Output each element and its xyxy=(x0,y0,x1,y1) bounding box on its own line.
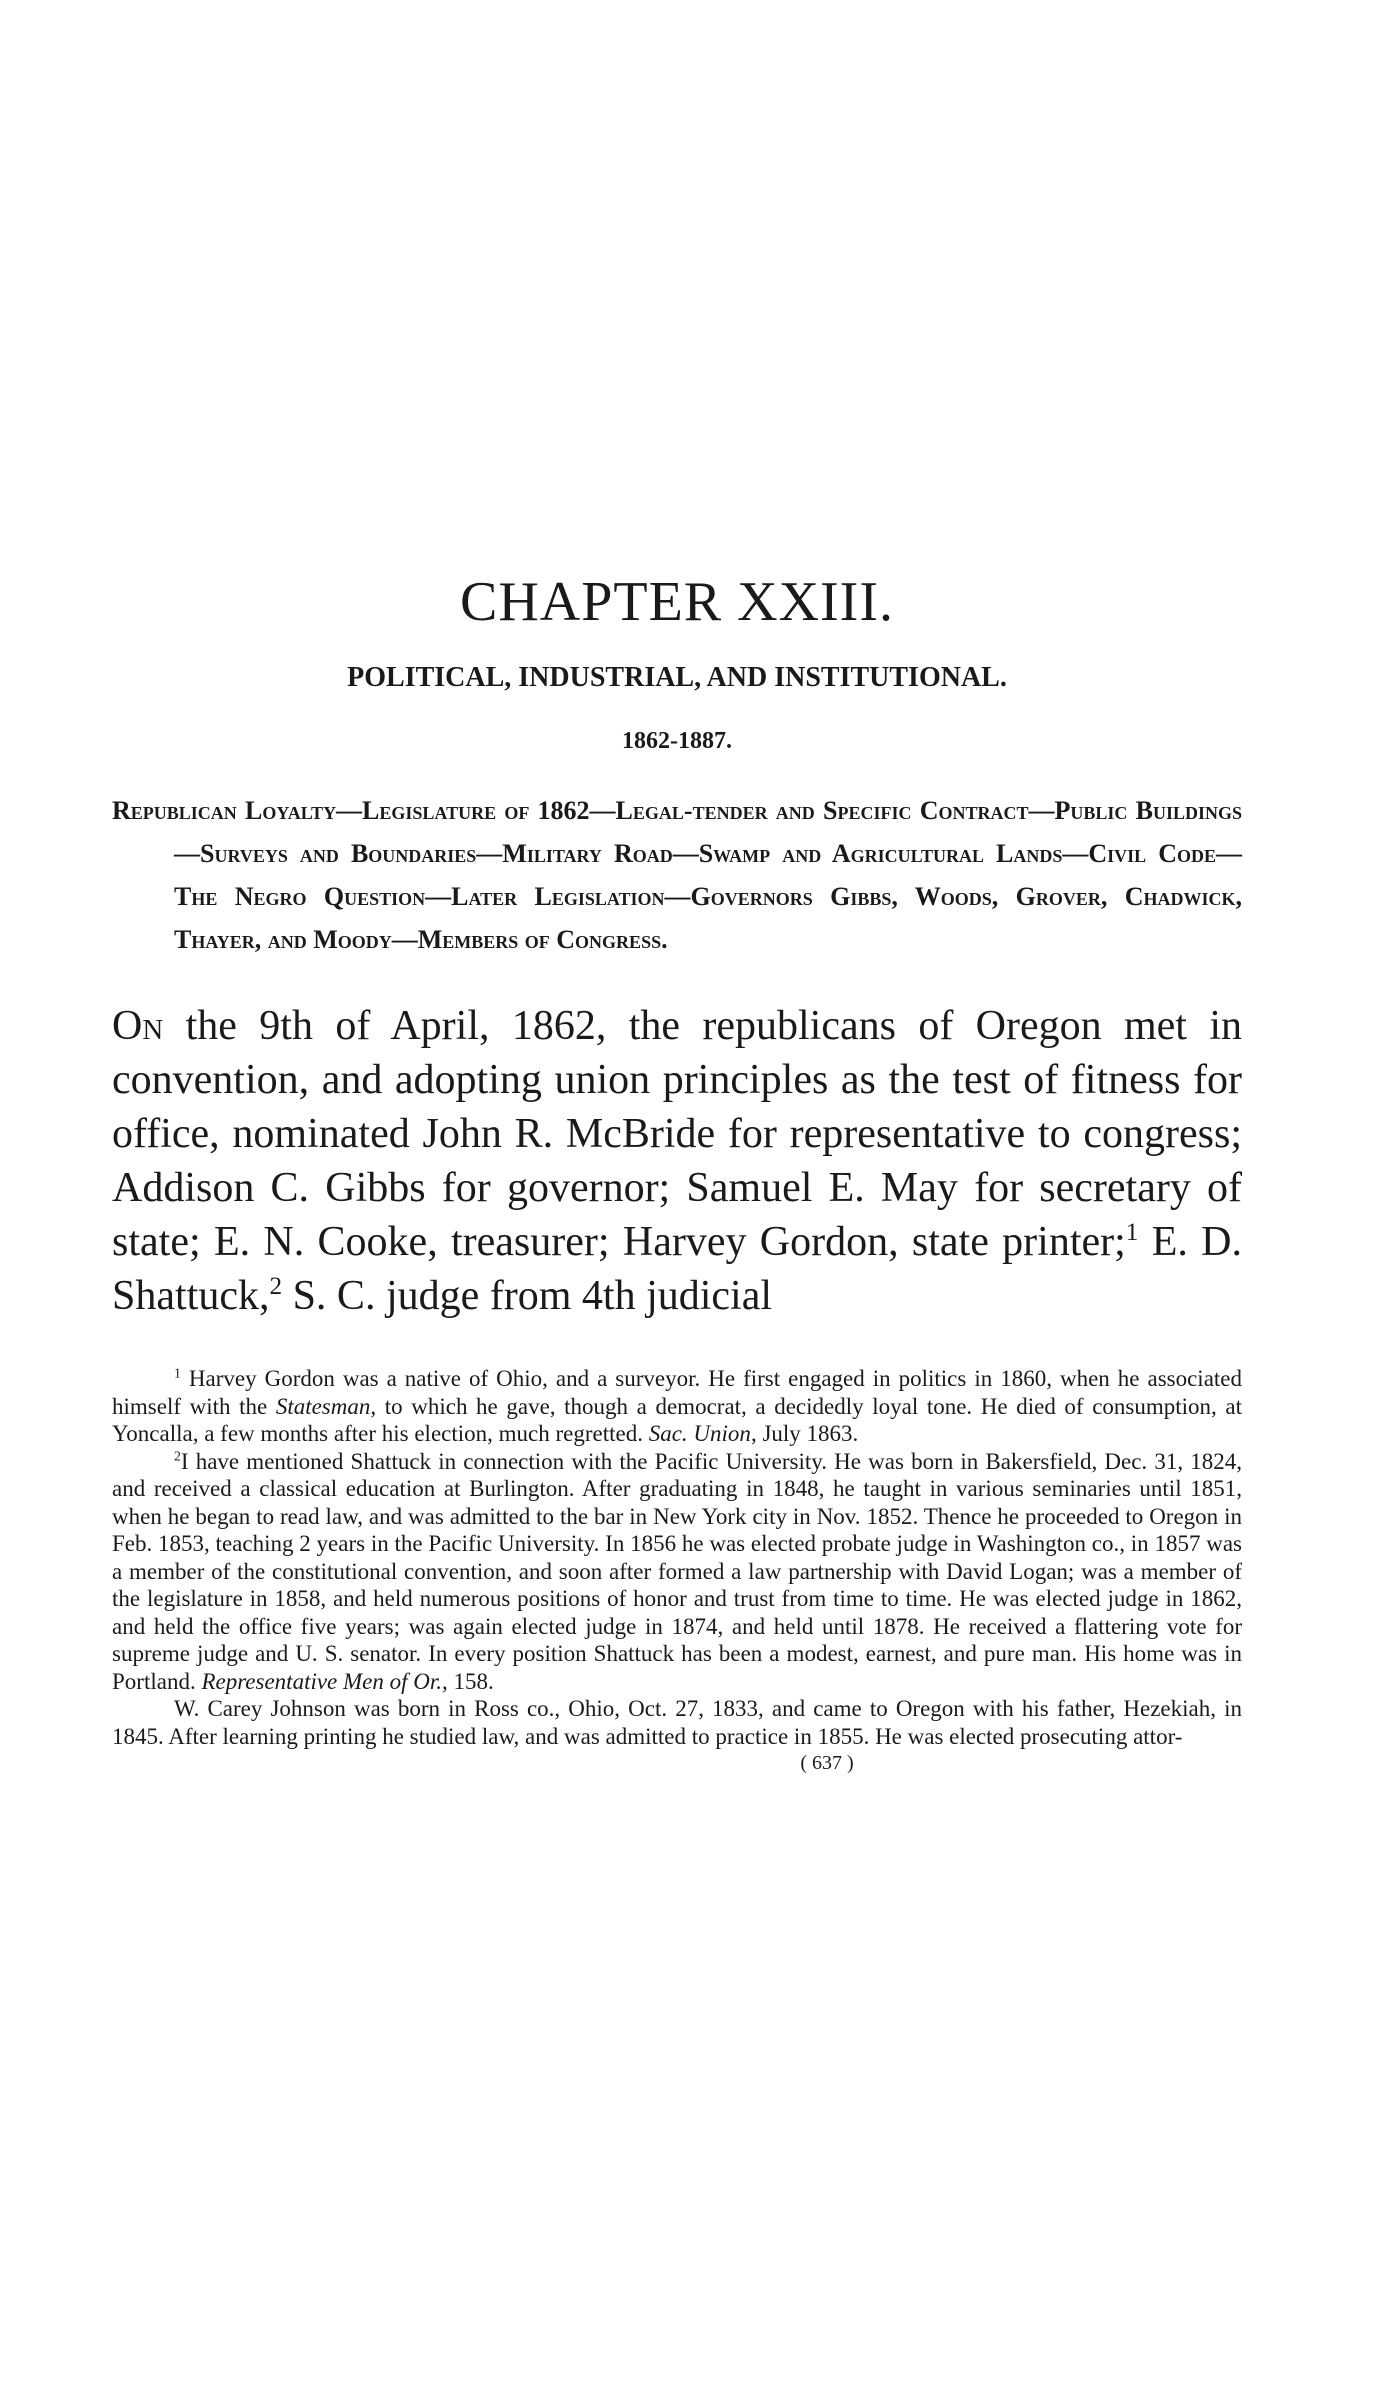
footnotes xyxy=(112,1365,1242,1750)
book-page xyxy=(112,570,1242,1775)
footnote-1-text-a: Harvey Gordon was a native of Ohio, and a surveyor. He first engaged in politics in 1860, when he associated himself with the xyxy=(112,1366,1242,1419)
footnote-ref-1: 1 xyxy=(1125,1219,1139,1246)
body-text-2: E. D. Shattuck, xyxy=(112,1219,1242,1319)
footnote-2-text-b: , 158. xyxy=(442,1668,494,1694)
chapter-title: CHAPTER XXIII. xyxy=(460,571,894,633)
footnote-1-text-b: , to which he gave, though a democrat, a decidedly loyal tone. He died of consumption, at Yoncalla, a few months after his election, much regretted. xyxy=(112,1393,1242,1446)
footnote-ref-2: 2 xyxy=(269,1273,283,1300)
footnote-1-text-c: , July 1863. xyxy=(750,1421,859,1446)
body-paragraph xyxy=(112,999,1242,1323)
chapter-subtitle: POLITICAL, INDUSTRIAL, AND INSTITUTIONAL. xyxy=(347,662,1007,693)
footnote-2 xyxy=(112,1448,1242,1696)
footnote-1-italic-a: Statesman xyxy=(275,1393,371,1419)
footnote-1-italic-b: Sac. Union xyxy=(648,1421,751,1446)
body-text-1: the 9th of April, 1862, the republicans of Oregon met in convention, and adopting union principles as the test of fitness for office, nominated John R. McBride for representative to congress; Addison C. Gibbs for governor; Samuel E. May for secretary of state; E. N. Cooke, treasurer; Harvey Gordon, state printer; xyxy=(112,1003,1242,1265)
footnote-2-text-a: I have mentioned Shattuck in connection with the Pacific University. He was born in Bakersfield, Dec. 31, 1824, and received a classical education at Burlington. After graduating in 1848, he taught in various seminaries until 1851, when he began to read law, and was admitted to the bar in New York city in Nov. 1852. Thence he proceeded to Oregon in Feb. 1853, teaching 2 years in the Pacific University. In 1856 he was elected probate judge in Washington co., in 1857 was a member of the constitutional convention, and soon after formed a law partnership with David Logan; was a member of the legislature in 1858, and held numerous positions of honor and trust from time to time. He was elected judge in 1862, and held the office five years; was again elected judge in 1874, and held until 1878. He received a flattering vote for supreme judge and U. S. senator. In every position Shattuck has been a modest, earnest, and pure man. His home was in Portland. xyxy=(112,1448,1242,1694)
lead-word: On xyxy=(112,1003,164,1049)
chapter-years: 1862-1887. xyxy=(622,728,732,754)
body-text-3: S. C. judge from 4th judicial xyxy=(282,1273,773,1319)
chapter-synopsis: Republican Loyalty—Legislature of 1862—Legal-tender and Specific Contract—Public Buildings—Surveys and Boundaries—Military Road—Swamp and Agricultural Lands—Civil Code—The Negro Question—Later Legislation—Governors Gibbs, Woods, Grover, Chadwick, Thayer, and Moody—Members of Congress. xyxy=(112,796,1242,954)
page-number: ( 637 ) xyxy=(800,1752,854,1774)
footnote-1-marker: 1 xyxy=(174,1365,181,1381)
footnote-1 xyxy=(112,1365,1242,1448)
footnote-2-italic-a: Representative Men of Or. xyxy=(201,1668,443,1694)
footnote-3: W. Carey Johnson was born in Ross co., Ohio, Oct. 27, 1833, and came to Oregon with his father, Hezekiah, in 1845. After learning printing he studied law, and was admitted to practice in 1855. He was elected prosecuting attor- xyxy=(112,1696,1242,1749)
footnote-2-marker: 2 xyxy=(174,1447,181,1463)
